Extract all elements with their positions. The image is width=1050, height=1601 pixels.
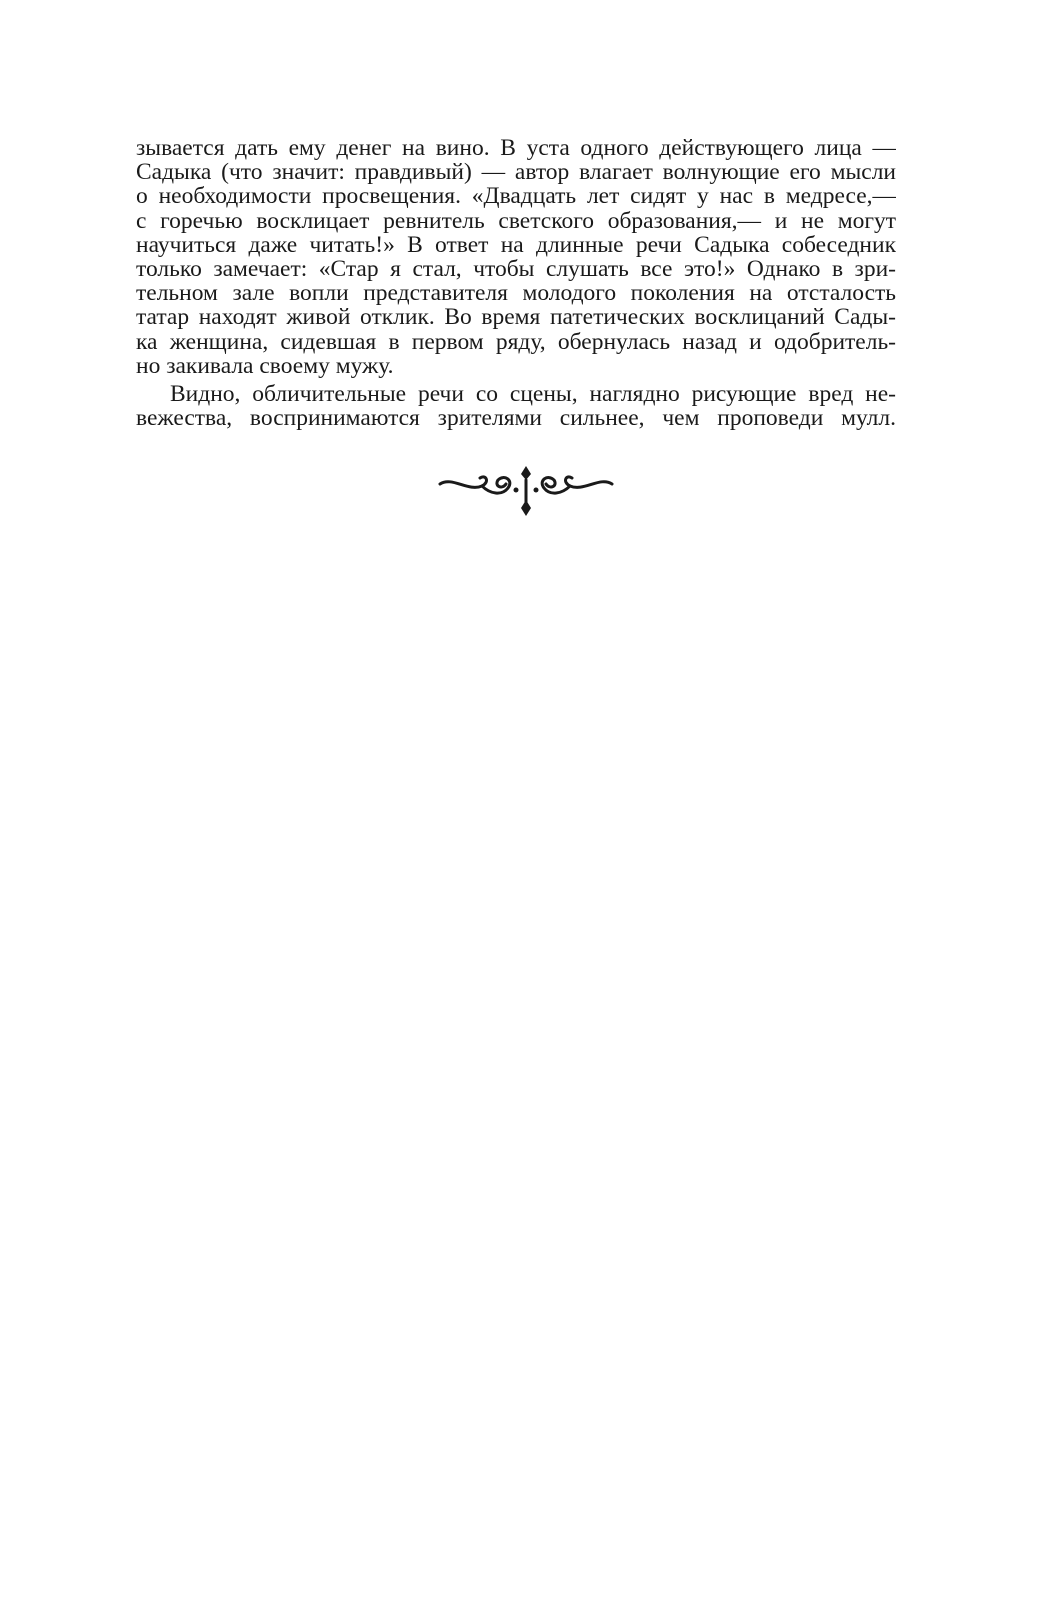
text-line: татар находят живой отклик. Во время патетических восклицаний Сады- [136,305,896,330]
text-line: вежества, воспринимаются зрителями сильнее, чем проповеди мулл. [136,406,896,431]
text-line: тельном зале вопли представителя молодого поколения на отсталость [136,281,896,306]
scroll-flourish-icon [438,462,614,518]
text-line: Садыка (что значит: правдивый) — автор влагает волнующие его мысли [136,160,896,185]
text-line: научиться даже читать!» В ответ на длинные речи Садыка собеседник [136,232,896,257]
text-line: только замечает: «Стар я стал, чтобы слушать все это!» Однако в зри- [136,256,896,282]
text-line: но закивала своему мужу. [136,353,394,378]
text-line: Видно, обличительные речи со сцены, наглядно рисующие вред не- [170,381,896,407]
text-line: зывается дать ему денег на вино. В уста одного действующего лица — [136,136,896,161]
paragraph-2 [136,382,896,430]
text-line: ка женщина, сидевшая в первом ряду, обернулась назад и одобритель- [136,329,896,354]
text-line: с горечью восклицает ревнитель светского образования,— и не могут [136,208,896,233]
page-body [136,136,896,430]
text-line: о необходимости просвещения. «Двадцать лет сидят у нас в медресе,— [136,184,896,209]
paragraph-1 [136,136,896,378]
